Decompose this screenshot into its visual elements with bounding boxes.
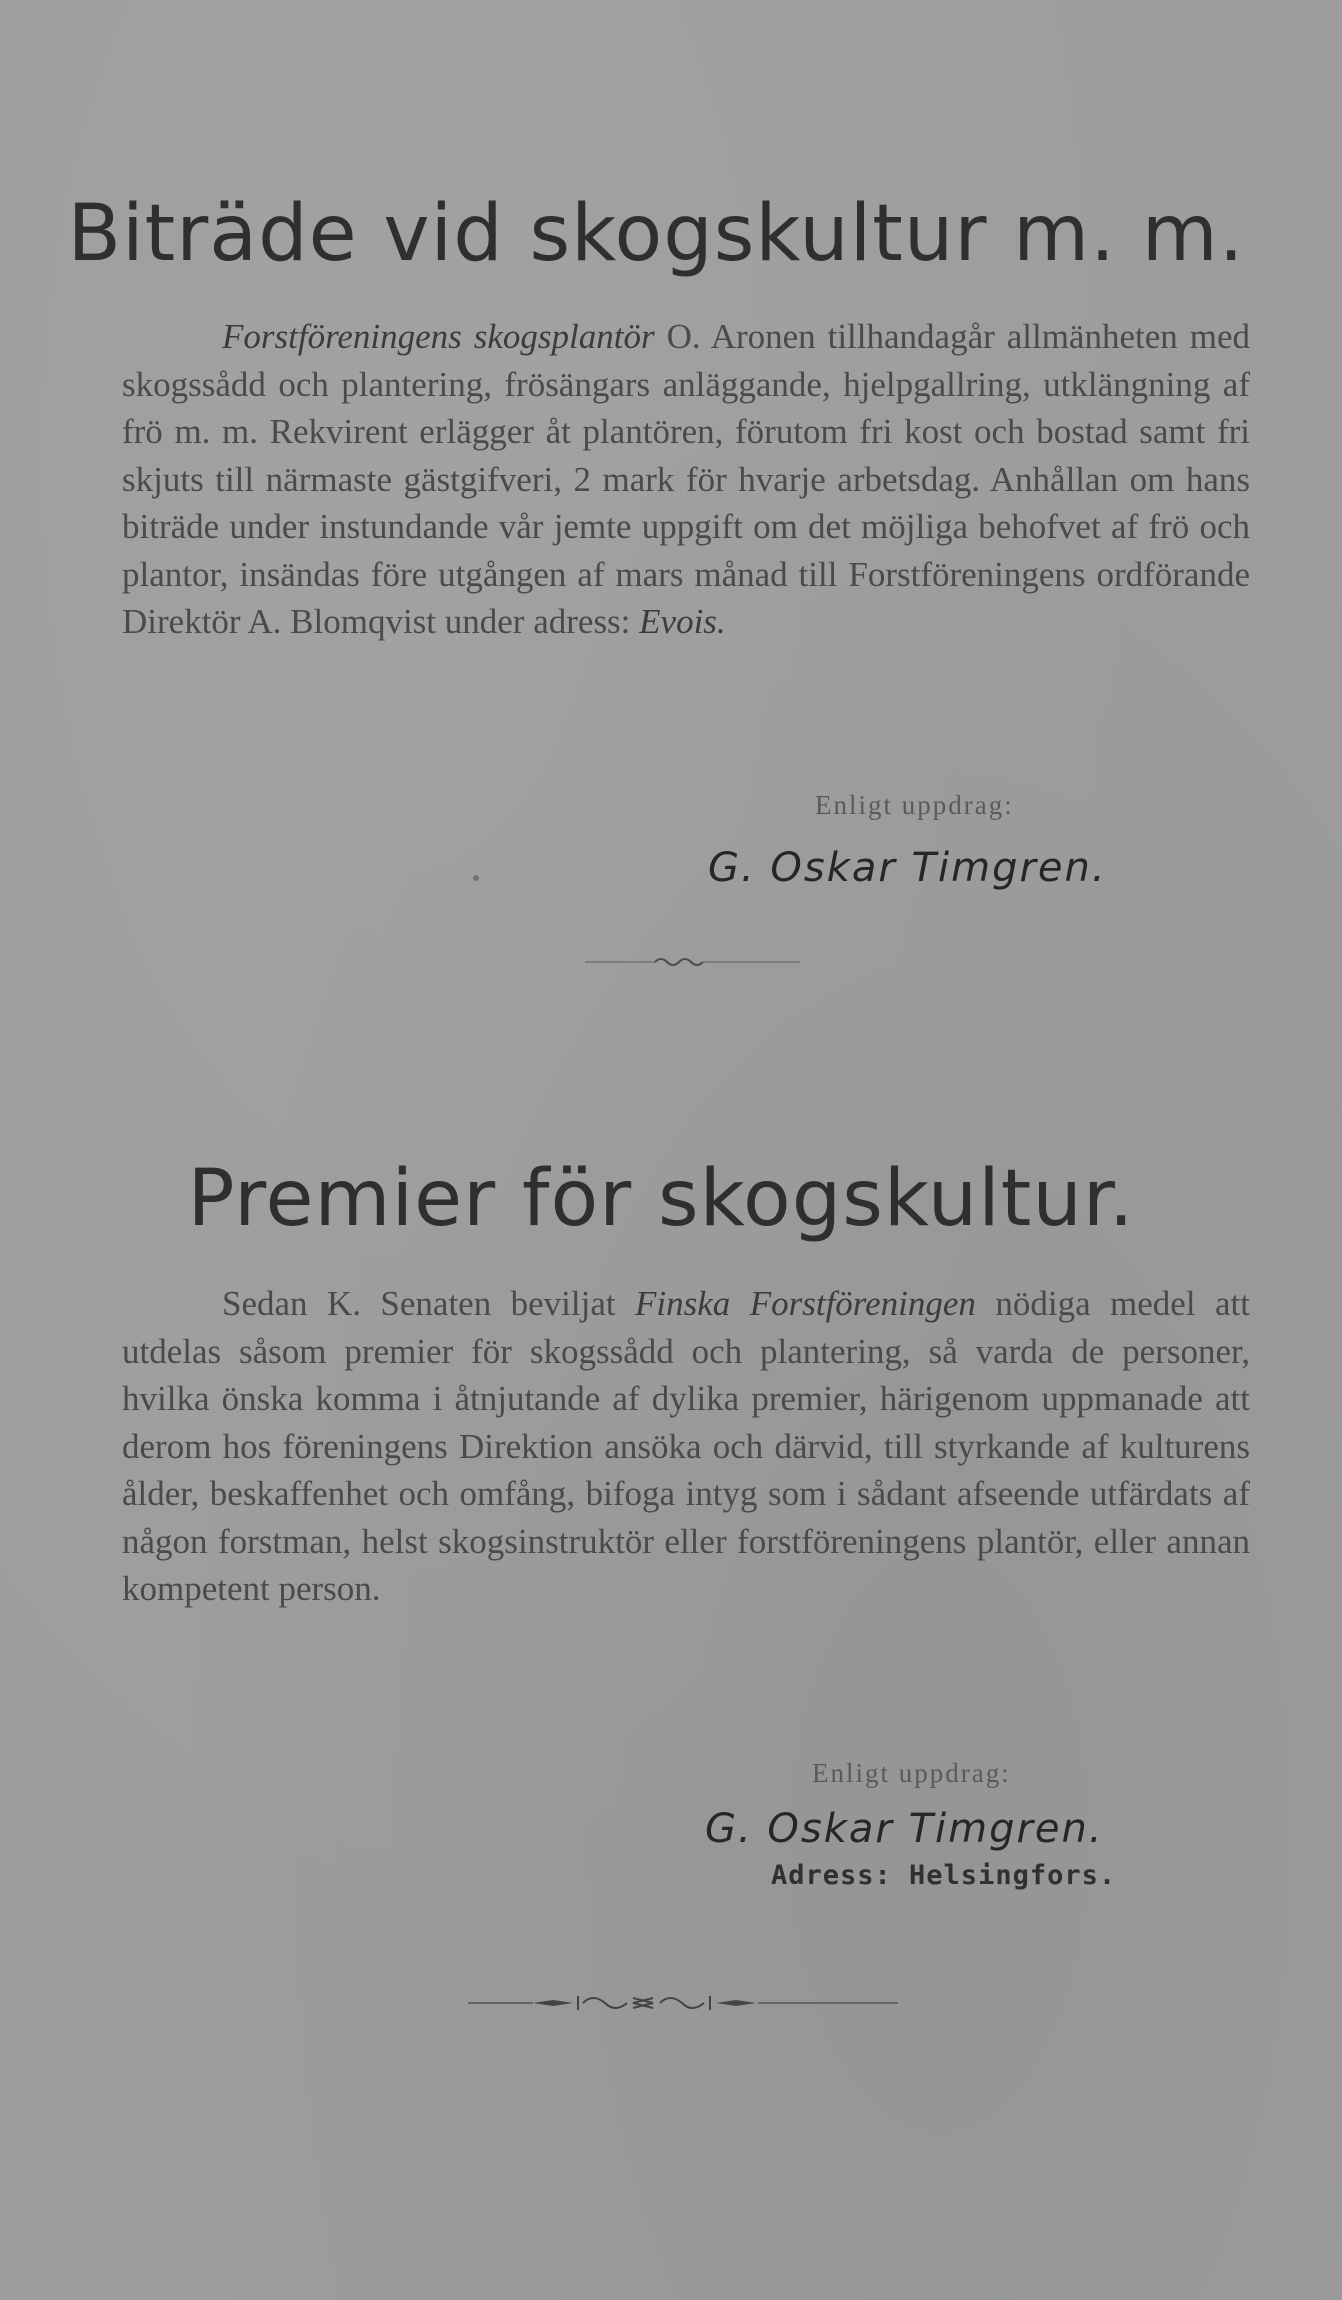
section-2-by-line: Enligt uppdrag: (812, 1758, 1011, 1788)
ink-speck (473, 875, 479, 881)
section-2-body-rest: nödiga medel att utdelas såsom premier för skogssådd och plantering, så varda de personer, hvilka önska komma i åtnjutande af dylika premier, härigenom uppmanade att derom hos föreningens Direktion ansöka och därvid, till styrkande af kulturens ålder, beskaffenhet och omfång, bifoga intyg som i sådant afseende utfärdats af någon forstman, helst skogsinstruktör eller forstföreningens plantör, eller annan kompetent person. (122, 1284, 1250, 1608)
long-divider-ornament (468, 1988, 898, 2018)
section-2-paragraph (122, 1280, 1250, 1613)
section-2-body-start: Sedan K. Senaten beviljat (222, 1284, 636, 1323)
section-1-body: O. Aronen tillhandagår allmänheten med skogssådd och plantering, frösängars anläggande, hjelpgallring, utklängning af frö m. m. Rekvirent erlägger åt plantören, förutom fri kost och bostad samt fri skjuts till närmaste gästgifveri, 2 mark för hvarje arbetsdag. Anhållan om hans biträde under instundande vår jemte uppgift om det möjliga behofvet af frö och plantor, insändas före utgången af mars månad till Forstföreningens ordförande Direktör A. Blomqvist under adress: (122, 317, 1250, 641)
section-2-signature: G. Oskar Timgren. (705, 1806, 1104, 1852)
section-1-by-line: Enligt uppdrag: (815, 790, 1014, 820)
section-1-address-italic: Evois. (639, 602, 726, 641)
section-1-lead-italic: Forstföreningens skogsplantör (222, 317, 655, 356)
section-1-paragraph (122, 313, 1250, 646)
short-divider-ornament (585, 952, 800, 972)
section-2-body-italic: Finska Forstföreningen (635, 1284, 976, 1323)
section-1-heading: Biträde vid skogskultur m. m. (67, 189, 1245, 279)
section-2-heading: Premier för skogskultur. (187, 1154, 1135, 1244)
section-2-address: Adress: Helsingfors. (771, 1860, 1117, 1891)
section-1-signature: G. Oskar Timgren. (708, 845, 1107, 891)
